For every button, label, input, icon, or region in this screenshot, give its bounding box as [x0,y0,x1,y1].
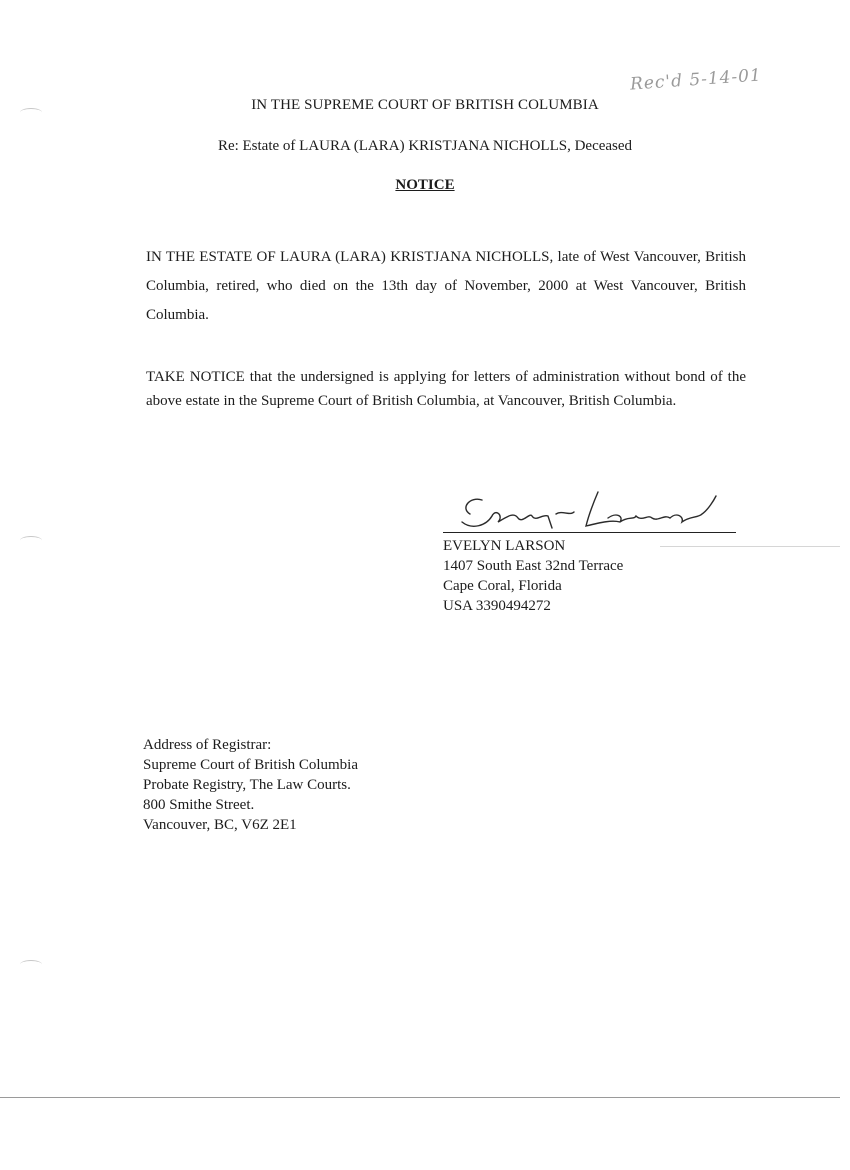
scan-margin-mark [20,536,42,545]
estate-paragraph: IN THE ESTATE OF LAURA (LARA) KRISTJANA NICHOLLS, late of West Vancouver, British Columbia, retired, who died on the 13th day of November, 2000 at West Vancouver, British Columbia. [146,249,746,323]
court-heading: IN THE SUPREME COURT OF BRITISH COLUMBIA [251,97,599,113]
handwritten-received-note: Rec'd 5-14-01 [629,65,763,95]
scan-artifact-line [660,546,840,547]
registrar-address-line: Vancouver, BC, V6Z 2E1 [143,817,297,833]
signatory-address-line: USA 3390494272 [443,598,551,614]
signatory-name: EVELYN LARSON [443,538,566,554]
re-line: Re: Estate of LAURA (LARA) KRISTJANA NICHOLLS, Deceased [217,138,633,154]
signatory-block [443,536,623,616]
signature-image [452,486,722,536]
signatory-address-line: 1407 South East 32nd Terrace [443,558,624,574]
registrar-address-line: Supreme Court of British Columbia [143,757,358,773]
registrar-address-line: 800 Smithe Street. [143,797,255,813]
registrar-address-block [143,735,358,835]
registrar-label: Address of Registrar: [143,737,272,753]
signatory-address-line: Cape Coral, Florida [443,578,562,594]
page-bottom-edge [0,1097,840,1098]
take-notice-paragraph: TAKE NOTICE that the undersigned is applying for letters of administration without bond of the above estate in the Supreme Court of British Columbia, at Vancouver, British Columbia. [146,369,746,409]
scan-margin-mark [20,960,42,969]
notice-title-text: NOTICE [395,177,455,193]
signature-line [443,532,736,533]
notice-title [0,177,850,194]
registrar-address-line: Probate Registry, The Law Courts. [143,777,351,793]
